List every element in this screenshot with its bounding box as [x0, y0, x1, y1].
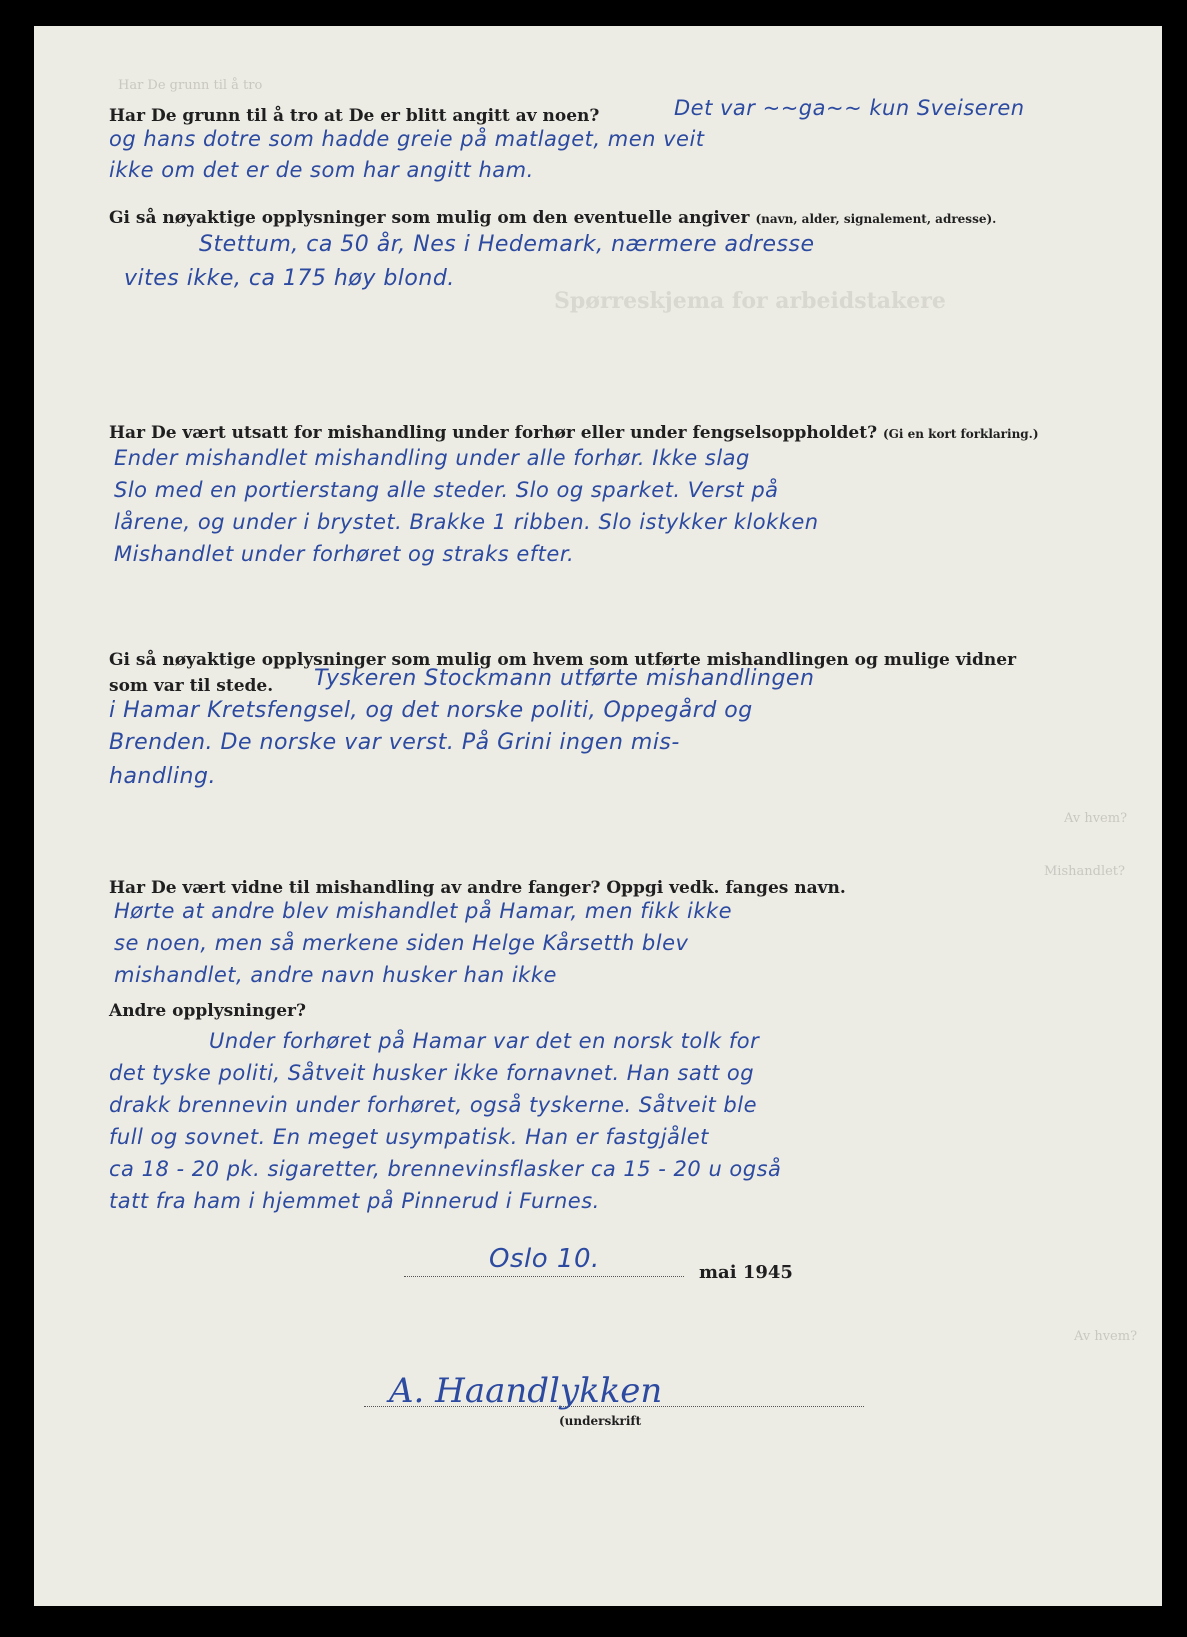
month-year: mai 1945	[699, 1262, 793, 1283]
answer-angitt-line-2: og hans dotre som hadde greie på matlaget, men veit	[109, 127, 705, 151]
answer-angiver-line-2: vites ikke, ca 175 høy blond.	[124, 266, 455, 291]
document-page	[34, 26, 1162, 1606]
question-angiver	[109, 208, 996, 228]
answer-andre-line-4: full og sovnet. En meget usympatisk. Han er fastgjålet	[109, 1125, 709, 1149]
answer-angitt-line-3: ikke om det er de som har angitt ham.	[109, 158, 534, 182]
answer-vidne-line-2: se noen, men så merkene siden Helge Kårsetth blev	[114, 931, 689, 955]
answer-andre-line-3: drakk brennevin under forhøret, også tyskerne. Såtveit ble	[109, 1093, 758, 1117]
signature-label: (underskrift	[559, 1414, 642, 1428]
answer-utforte-line-2: i Hamar Kretsfengsel, og det norske politi, Oppegård og	[109, 698, 753, 723]
answer-andre-line-2: det tyske politi, Såtveit husker ikke fornavnet. Han satt og	[109, 1061, 755, 1085]
question-mishandling	[109, 423, 1039, 443]
answer-mishandling-line-2: Slo med en portierstang alle steder. Slo og sparket. Verst på	[114, 478, 779, 502]
answer-mishandling-line-1: Ender mishandlet mishandling under alle forhør. Ikke slag	[114, 446, 750, 470]
bleed-through-heading: Spørreskjema for arbeidstakere	[554, 288, 946, 314]
place-date: Oslo 10.	[489, 1244, 600, 1274]
answer-vidne-line-3: mishandlet, andre navn husker han ikke	[114, 963, 557, 987]
date-dotted-line	[404, 1276, 684, 1277]
answer-utforte-line-1: Tyskeren Stockmann utførte mishandlingen	[314, 666, 815, 691]
question-mishandling-label: Har De vært utsatt for mishandling under forhør eller under fengselsoppholdet?	[109, 423, 878, 443]
answer-utforte-line-4: handling.	[109, 764, 216, 789]
bleed-through-text: Av hvem?	[1074, 1329, 1138, 1344]
question-utforte: Gi så nøyaktige opplysninger som mulig om hvem som utførte mishandlingen og mulige vidner	[109, 650, 1017, 670]
question-utforte-cont: som var til stede.	[109, 676, 274, 696]
signature: A. Haandlykken	[389, 1371, 663, 1411]
bleed-through-text: Har De grunn til å tro	[118, 78, 263, 93]
answer-mishandling-line-3: lårene, og under i brystet. Brakke 1 ribben. Slo istykker klokken	[114, 510, 819, 534]
answer-andre-line-1: Under forhøret på Hamar var det en norsk tolk for	[209, 1029, 760, 1053]
answer-angiver-line-1: Stettum, ca 50 år, Nes i Hedemark, nærmere adresse	[199, 232, 815, 257]
answer-angitt-line-1: Det var ~~ga~~ kun Sveiseren	[674, 96, 1025, 120]
question-angitt: Har De grunn til å tro at De er blitt angitt av noen?	[109, 106, 600, 126]
answer-vidne-line-1: Hørte at andre blev mishandlet på Hamar, men fikk ikke	[114, 899, 733, 923]
answer-mishandling-line-4: Mishandlet under forhøret og straks efter.	[114, 542, 575, 566]
question-vidne: Har De vært vidne til mishandling av andre fanger? Oppgi vedk. fanges navn.	[109, 878, 846, 898]
bleed-through-text: Av hvem?	[1064, 811, 1128, 826]
question-angiver-note: (navn, alder, signalement, adresse).	[755, 212, 997, 226]
question-mishandling-note: (Gi en kort forklaring.)	[882, 427, 1039, 441]
bleed-through-text: Mishandlet?	[1044, 864, 1126, 879]
answer-andre-line-6: tatt fra ham i hjemmet på Pinnerud i Furnes.	[109, 1189, 600, 1213]
answer-utforte-line-3: Brenden. De norske var verst. På Grini ingen mis-	[109, 730, 680, 755]
question-angiver-label: Gi så nøyaktige opplysninger som mulig om den eventuelle angiver	[109, 208, 750, 228]
question-andre: Andre opplysninger?	[109, 1001, 306, 1021]
answer-andre-line-5: ca 18 - 20 pk. sigaretter, brennevinsflasker ca 15 - 20 u også	[109, 1157, 782, 1181]
